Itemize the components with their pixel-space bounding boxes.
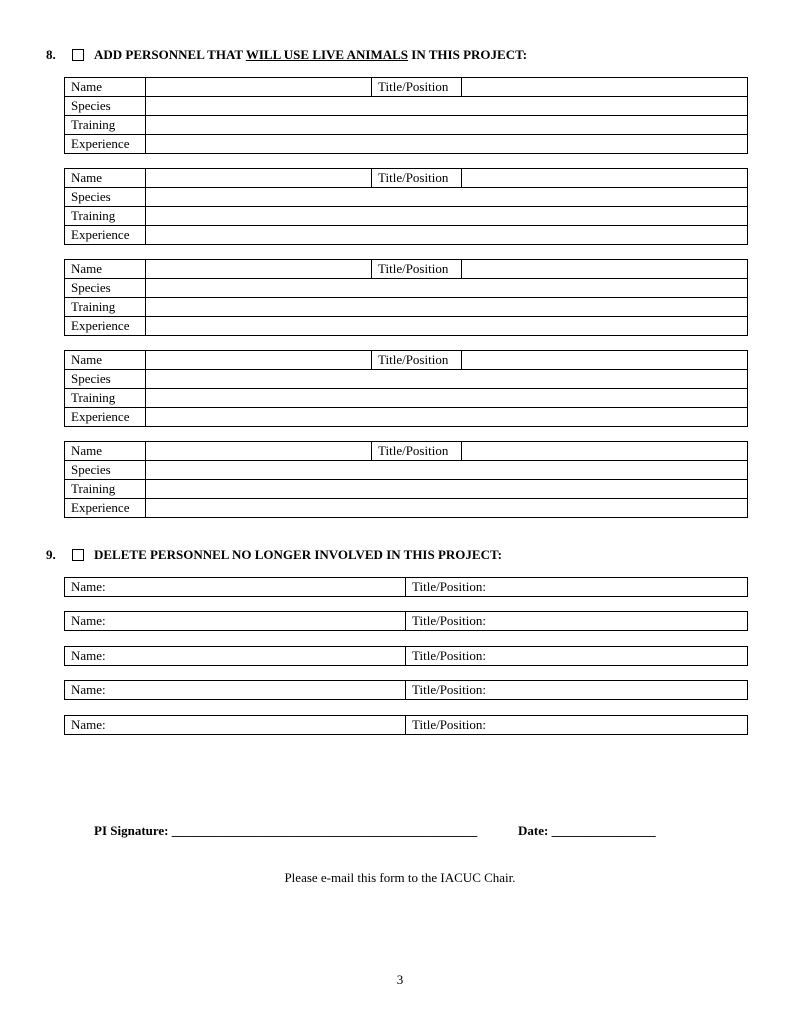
personnel-entry-5 bbox=[64, 441, 748, 518]
training-label: Training bbox=[65, 298, 146, 317]
delete-title-position-field[interactable]: Title/Position: bbox=[406, 612, 748, 631]
title-position-label: Title/Position bbox=[372, 78, 462, 97]
title-position-field[interactable] bbox=[462, 351, 748, 370]
delete-name-field[interactable]: Name: bbox=[65, 578, 406, 597]
delete-entry-3 bbox=[64, 646, 748, 666]
species-field[interactable] bbox=[146, 188, 748, 207]
section-8-number: 8. bbox=[46, 47, 56, 62]
section-9-title: DELETE PERSONNEL NO LONGER INVOLVED IN THIS PROJECT: bbox=[94, 547, 503, 562]
training-field[interactable] bbox=[146, 207, 748, 226]
training-field[interactable] bbox=[146, 480, 748, 499]
experience-field[interactable] bbox=[146, 317, 748, 336]
delete-name-field[interactable]: Name: bbox=[65, 612, 406, 631]
species-label: Species bbox=[65, 97, 146, 116]
name-label: Name bbox=[65, 442, 146, 461]
species-field[interactable] bbox=[146, 97, 748, 116]
delete-entry-1 bbox=[64, 577, 748, 597]
delete-title-position-field[interactable]: Title/Position: bbox=[406, 716, 748, 735]
title-position-label: Title/Position bbox=[372, 351, 462, 370]
title-position-label: Title/Position bbox=[372, 169, 462, 188]
experience-label: Experience bbox=[65, 317, 146, 336]
personnel-entry-1 bbox=[64, 77, 748, 154]
species-label: Species bbox=[65, 461, 146, 480]
experience-label: Experience bbox=[65, 135, 146, 154]
training-label: Training bbox=[65, 389, 146, 408]
personnel-entry-4 bbox=[64, 350, 748, 427]
section-9-heading bbox=[46, 547, 502, 563]
delete-entry-4 bbox=[64, 680, 748, 700]
species-field[interactable] bbox=[146, 370, 748, 389]
delete-title-position-field[interactable]: Title/Position: bbox=[406, 647, 748, 666]
training-label: Training bbox=[65, 480, 146, 499]
species-label: Species bbox=[65, 370, 146, 389]
experience-field[interactable] bbox=[146, 135, 748, 154]
section-9-checkbox[interactable] bbox=[72, 549, 84, 561]
title-position-label: Title/Position bbox=[372, 260, 462, 279]
email-instruction: Please e-mail this form to the IACUC Chair. bbox=[284, 870, 516, 885]
delete-entry-2 bbox=[64, 611, 748, 631]
name-field[interactable] bbox=[146, 78, 372, 97]
name-label: Name bbox=[65, 169, 146, 188]
training-label: Training bbox=[65, 116, 146, 135]
date-line[interactable]: Date: ________________ bbox=[518, 823, 656, 838]
experience-label: Experience bbox=[65, 226, 146, 245]
section-8-checkbox[interactable] bbox=[72, 49, 84, 61]
section-8-heading bbox=[46, 47, 527, 63]
training-field[interactable] bbox=[146, 116, 748, 135]
species-field[interactable] bbox=[146, 279, 748, 298]
delete-title-position-field[interactable]: Title/Position: bbox=[406, 578, 748, 597]
experience-label: Experience bbox=[65, 408, 146, 427]
name-field[interactable] bbox=[146, 442, 372, 461]
name-field[interactable] bbox=[146, 260, 372, 279]
delete-entry-5 bbox=[64, 715, 748, 735]
title-position-field[interactable] bbox=[462, 442, 748, 461]
delete-name-field[interactable]: Name: bbox=[65, 647, 406, 666]
section-9-number: 9. bbox=[46, 547, 56, 562]
experience-field[interactable] bbox=[146, 226, 748, 245]
title-position-field[interactable] bbox=[462, 78, 748, 97]
name-field[interactable] bbox=[146, 169, 372, 188]
training-field[interactable] bbox=[146, 389, 748, 408]
species-label: Species bbox=[65, 279, 146, 298]
experience-field[interactable] bbox=[146, 408, 748, 427]
name-label: Name bbox=[65, 78, 146, 97]
experience-label: Experience bbox=[65, 499, 146, 518]
experience-field[interactable] bbox=[146, 499, 748, 518]
name-label: Name bbox=[65, 260, 146, 279]
name-label: Name bbox=[65, 351, 146, 370]
pi-signature-line[interactable]: PI Signature: _______________________________________________ bbox=[94, 823, 478, 838]
name-field[interactable] bbox=[146, 351, 372, 370]
title-position-label: Title/Position bbox=[372, 442, 462, 461]
delete-title-position-field[interactable]: Title/Position: bbox=[406, 681, 748, 700]
training-label: Training bbox=[65, 207, 146, 226]
title-position-field[interactable] bbox=[462, 260, 748, 279]
delete-name-field[interactable]: Name: bbox=[65, 681, 406, 700]
delete-name-field[interactable]: Name: bbox=[65, 716, 406, 735]
title-position-field[interactable] bbox=[462, 169, 748, 188]
personnel-entry-3 bbox=[64, 259, 748, 336]
personnel-entry-2 bbox=[64, 168, 748, 245]
species-field[interactable] bbox=[146, 461, 748, 480]
section-8-title: ADD PERSONNEL THAT WILL USE LIVE ANIMALS IN THIS PROJECT: bbox=[94, 47, 528, 62]
training-field[interactable] bbox=[146, 298, 748, 317]
page-number: 3 bbox=[396, 972, 404, 987]
species-label: Species bbox=[65, 188, 146, 207]
